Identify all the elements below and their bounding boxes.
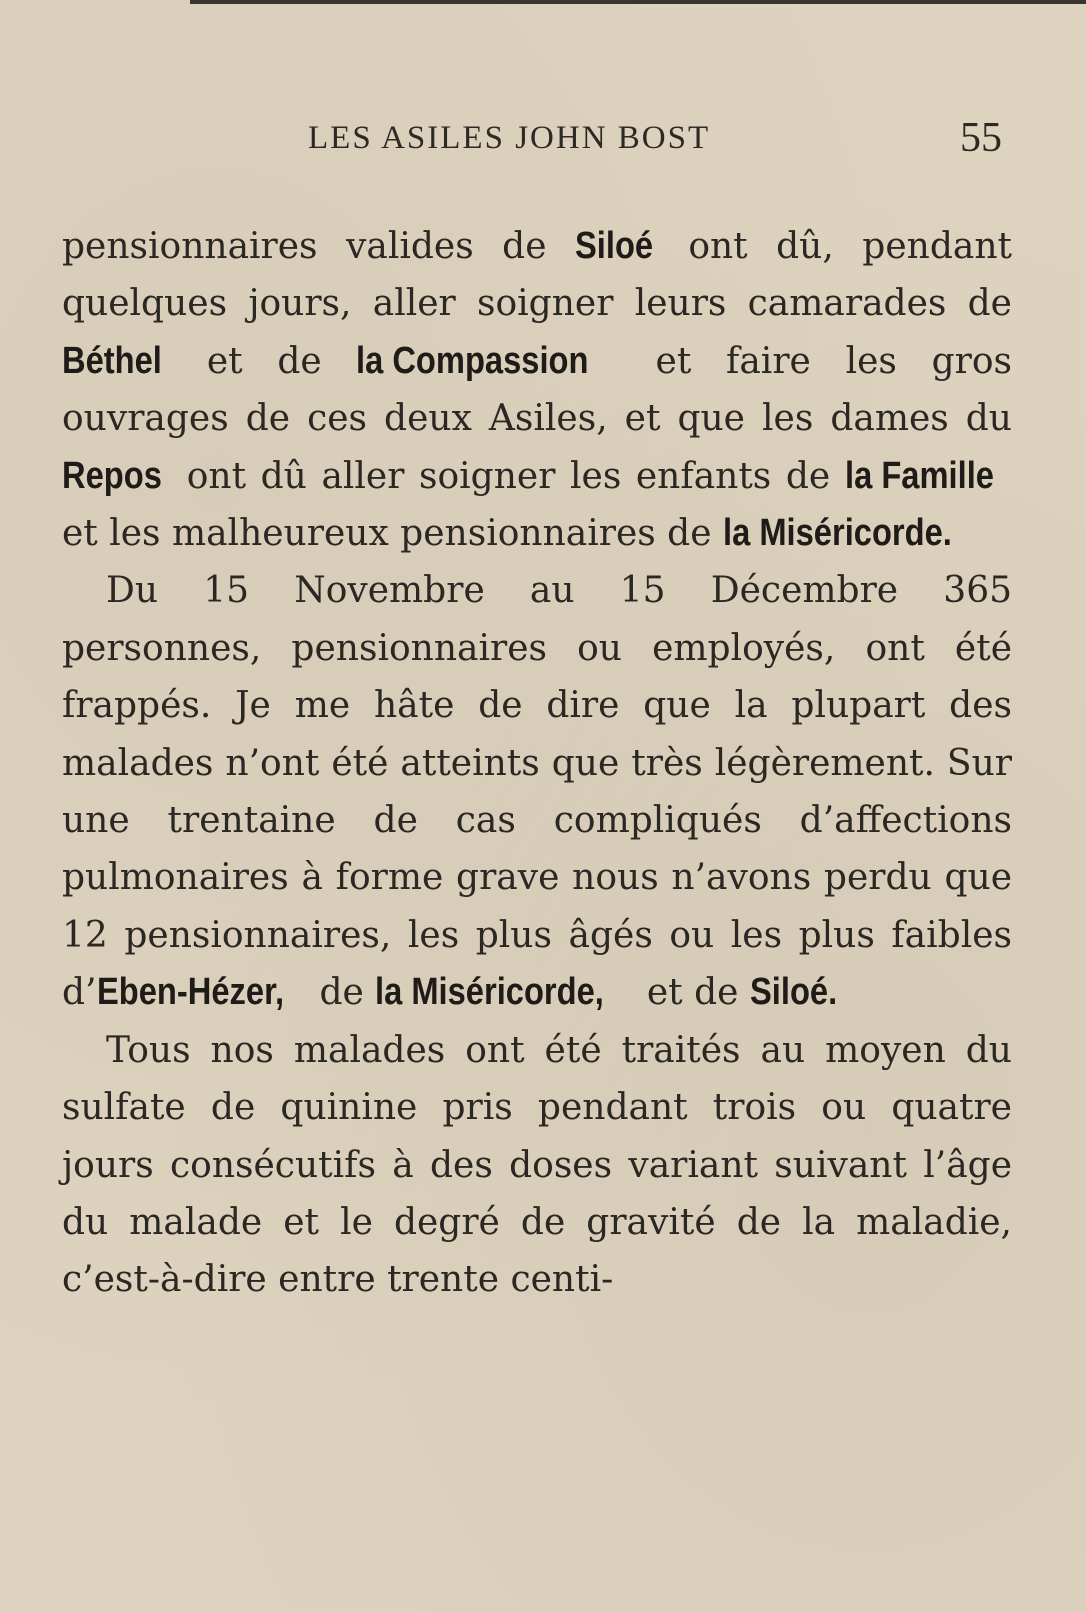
page-header (0, 112, 1086, 172)
paragraph-3 (62, 1022, 1012, 1309)
place-name-bethel: Béthel (62, 339, 162, 382)
text-run: ont dû aller soigner les enfants de (172, 455, 845, 497)
text-run: et de (172, 340, 357, 382)
paragraph-2 (62, 562, 1012, 1021)
text-run: de (308, 972, 376, 1014)
page-top-edge (190, 0, 1086, 4)
text-run: ont dû, pendant quelques jours, aller soigner leurs camarades de (62, 226, 1012, 325)
text-run: Du 15 Novembre au 15 Décembre 365 personnes, pensionnaires ou employés, ont été frappés. Je me hâte de dire que la plupart des malades n’ont été atteints que très légèrement. Sur une trentaine de cas compliqués d’affections pulmonaires à forme grave nous n’avons perdu que 12 pensionnaires, les plus âgés ou les plus faibles d’ (62, 570, 1012, 1014)
place-name-misericorde: la Miséricorde, (375, 971, 605, 1014)
place-name-eben-hezer: Eben-Hézer, (96, 971, 284, 1014)
text-run: et de (635, 972, 750, 1014)
text-run: et faire les gros ouvrages de ces deux Asiles, et que les dames du (62, 340, 1013, 440)
place-name-siloe: Siloé (575, 225, 654, 267)
running-title: LES ASILES JOHN BOST (308, 120, 711, 156)
page-number: 55 (960, 115, 1002, 161)
place-name-misericorde: la Miséricorde. (722, 512, 952, 555)
text-run: Tous nos malades ont été traités au moyen du sulfate de quinine pris pendant trois ou quatre jours consécutifs à des doses variant suivant l’âge du malade et le degré de gravité de la maladie, c’est-à-dire entre trente centi- (62, 1029, 1012, 1301)
text-run: pensionnaires valides de (62, 226, 576, 267)
place-name-famille: la Famille (844, 454, 994, 497)
place-name-siloe: Siloé. (749, 971, 838, 1014)
place-name-compassion: la Compassion (356, 339, 589, 382)
paragraph-1 (62, 218, 1012, 562)
body-text (62, 218, 1012, 1309)
text-run: et les malheureux pensionnaires de (62, 513, 723, 555)
place-name-repos: Repos (62, 454, 162, 497)
